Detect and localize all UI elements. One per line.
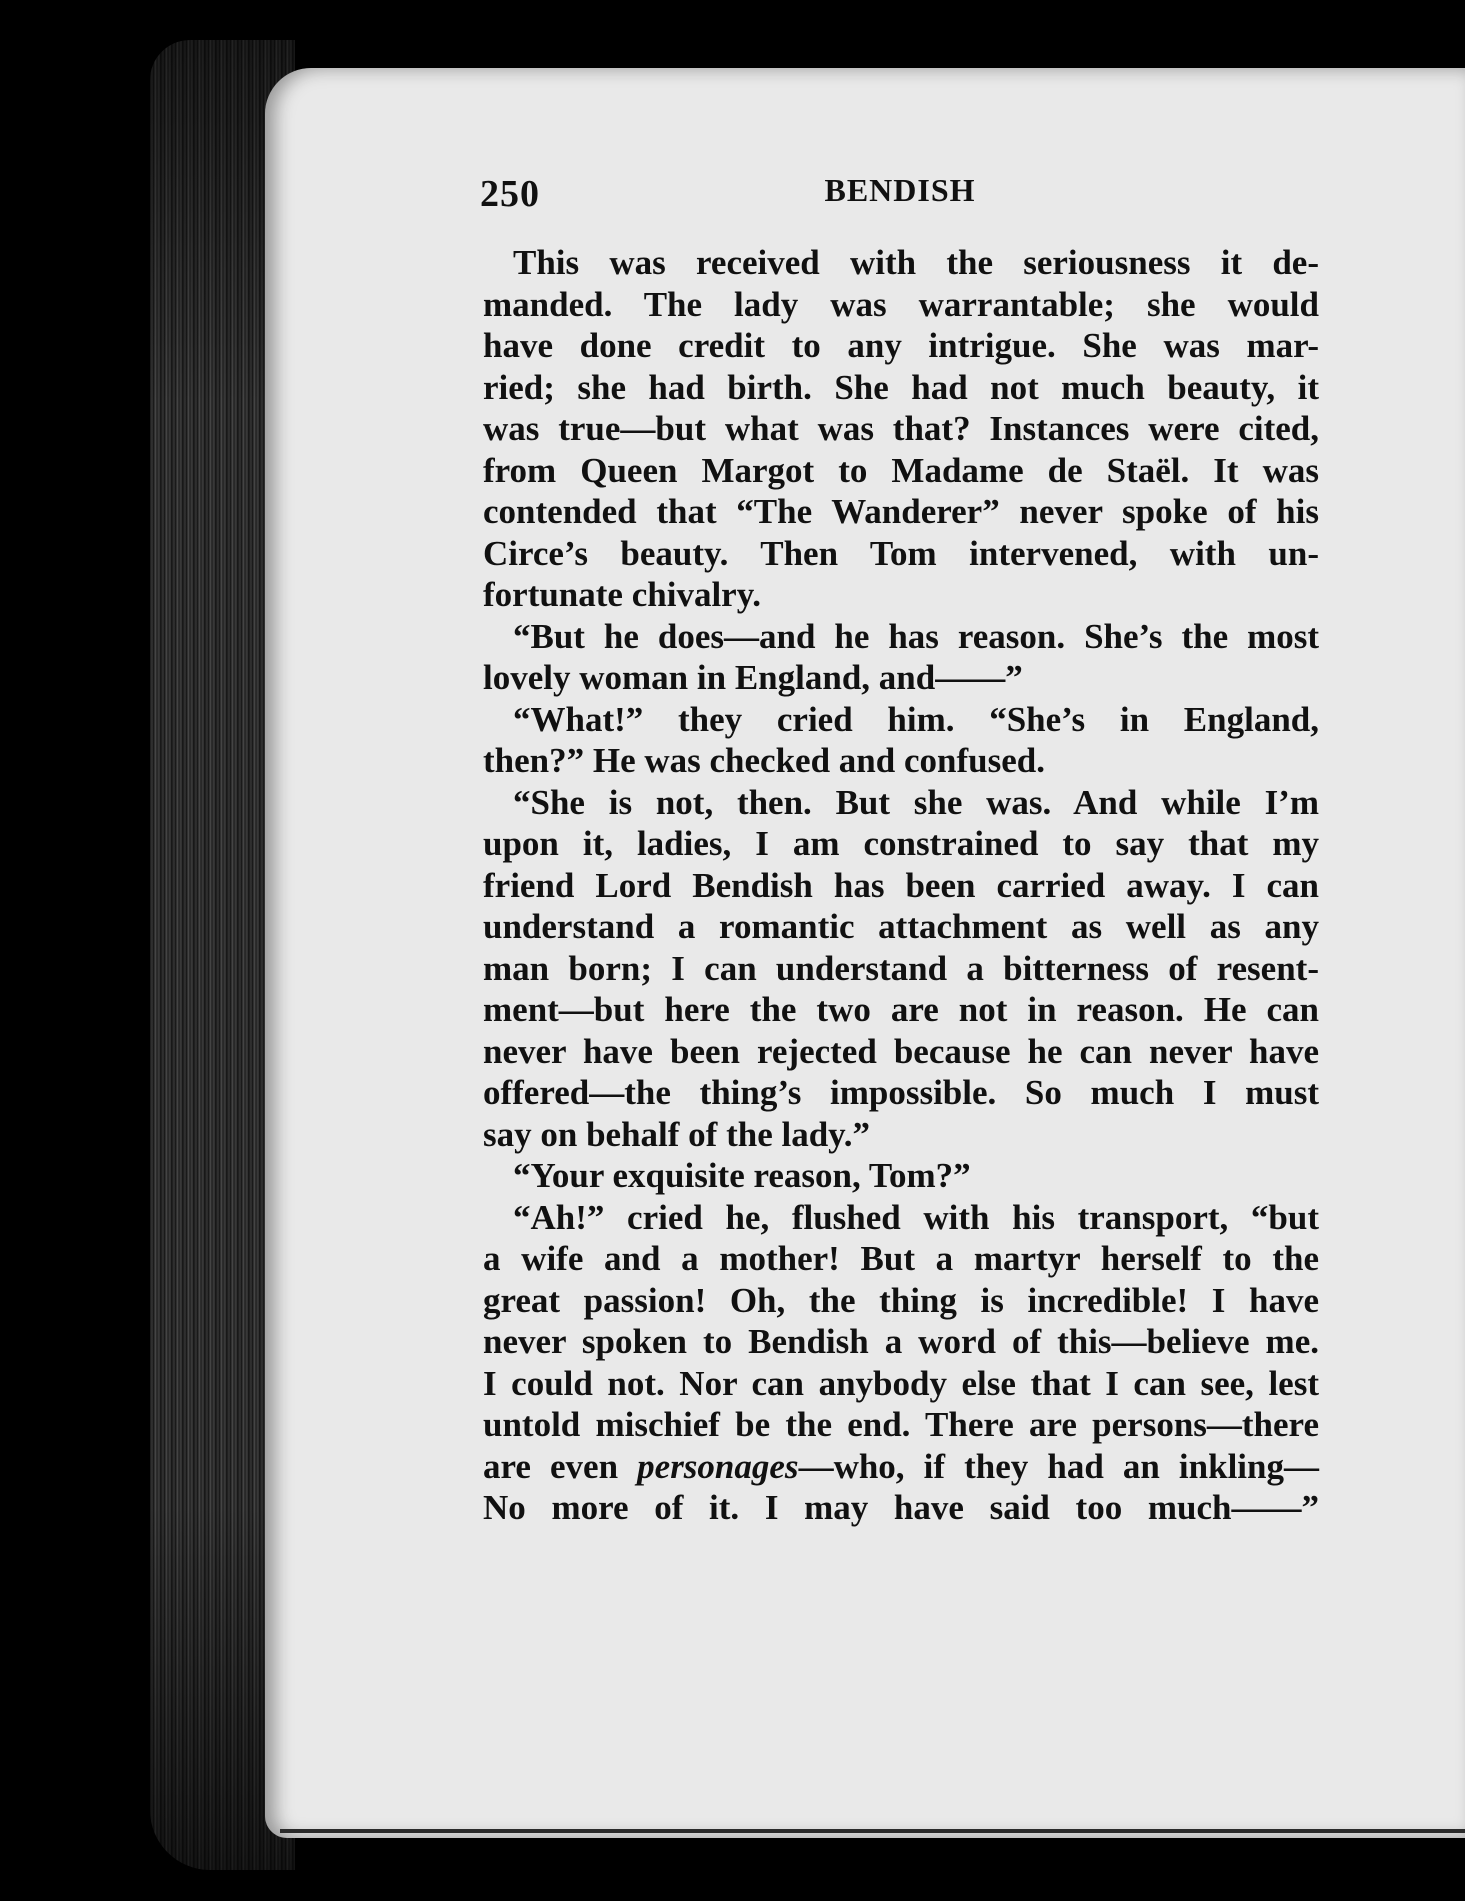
italic-word: personages bbox=[637, 1446, 799, 1486]
text-line: “Your exquisite reason, Tom?” bbox=[513, 1156, 971, 1195]
text-line: I could not. Nor can anybody else that I can see, lest bbox=[483, 1363, 1319, 1403]
text-line: was true—but what was that? Instances were cited, bbox=[483, 409, 1319, 448]
text-segment: —who, if they had an inkling— bbox=[798, 1446, 1319, 1486]
text-line: great passion! Oh, the thing is incredible! I have bbox=[483, 1280, 1319, 1320]
text-line: This was received with the seriousness it de- bbox=[513, 243, 1319, 282]
text-line: Circe’s beauty. Then Tom intervened, with un- bbox=[483, 533, 1319, 573]
text-line: “Ah!” cried he, flushed with his transport, “but bbox=[513, 1197, 1319, 1237]
text-line: say on behalf of the lady.” bbox=[483, 1114, 870, 1154]
text-line: lovely woman in England, and——” bbox=[483, 658, 1023, 697]
text-line: ried; she had birth. She had not much beauty, it bbox=[483, 367, 1319, 407]
text-segment: are even bbox=[483, 1446, 638, 1486]
running-title: BENDISH bbox=[824, 172, 976, 208]
text-line: “But he does—and he has reason. She’s the most bbox=[513, 616, 1319, 656]
text-line: offered—the thing’s impossible. So much I must bbox=[483, 1073, 1319, 1112]
text-line: have done credit to any intrigue. She was mar- bbox=[483, 326, 1319, 365]
running-head bbox=[480, 172, 1320, 222]
text-line: manded. The lady was warrantable; she would bbox=[483, 284, 1319, 324]
page-bottom-edge bbox=[280, 1829, 1465, 1833]
text-line bbox=[483, 1446, 1319, 1488]
text-line: never spoken to Bendish a word of this—believe me. bbox=[483, 1322, 1319, 1361]
body-text bbox=[483, 242, 1319, 1529]
text-line: man born; I can understand a bitterness of resent- bbox=[483, 948, 1319, 988]
text-line: untold mischief be the end. There are persons—there bbox=[483, 1405, 1319, 1444]
text-line: upon it, ladies, I am constrained to say that my bbox=[483, 824, 1319, 863]
text-line: “She is not, then. But she was. And while I’m bbox=[513, 782, 1319, 822]
text-line: from Queen Margot to Madame de Staël. It was bbox=[483, 450, 1319, 490]
text-line: understand a romantic attachment as well as any bbox=[483, 907, 1319, 946]
text-line: then?” He was checked and confused. bbox=[483, 741, 1045, 780]
text-line: No more of it. I may have said too much——” bbox=[483, 1488, 1319, 1527]
text-line: fortunate chivalry. bbox=[483, 575, 762, 614]
text-line: never have been rejected because he can never have bbox=[483, 1031, 1319, 1071]
text-line: ment—but here the two are not in reason. He can bbox=[483, 990, 1319, 1029]
text-line: contended that “The Wanderer” never spoke of his bbox=[483, 492, 1319, 531]
text-line: friend Lord Bendish has been carried away. I can bbox=[483, 865, 1319, 905]
text-line: “What!” they cried him. “She’s in England, bbox=[513, 699, 1319, 739]
text-line: a wife and a mother! But a martyr herself to the bbox=[483, 1239, 1319, 1278]
page-number: 250 bbox=[480, 173, 540, 215]
